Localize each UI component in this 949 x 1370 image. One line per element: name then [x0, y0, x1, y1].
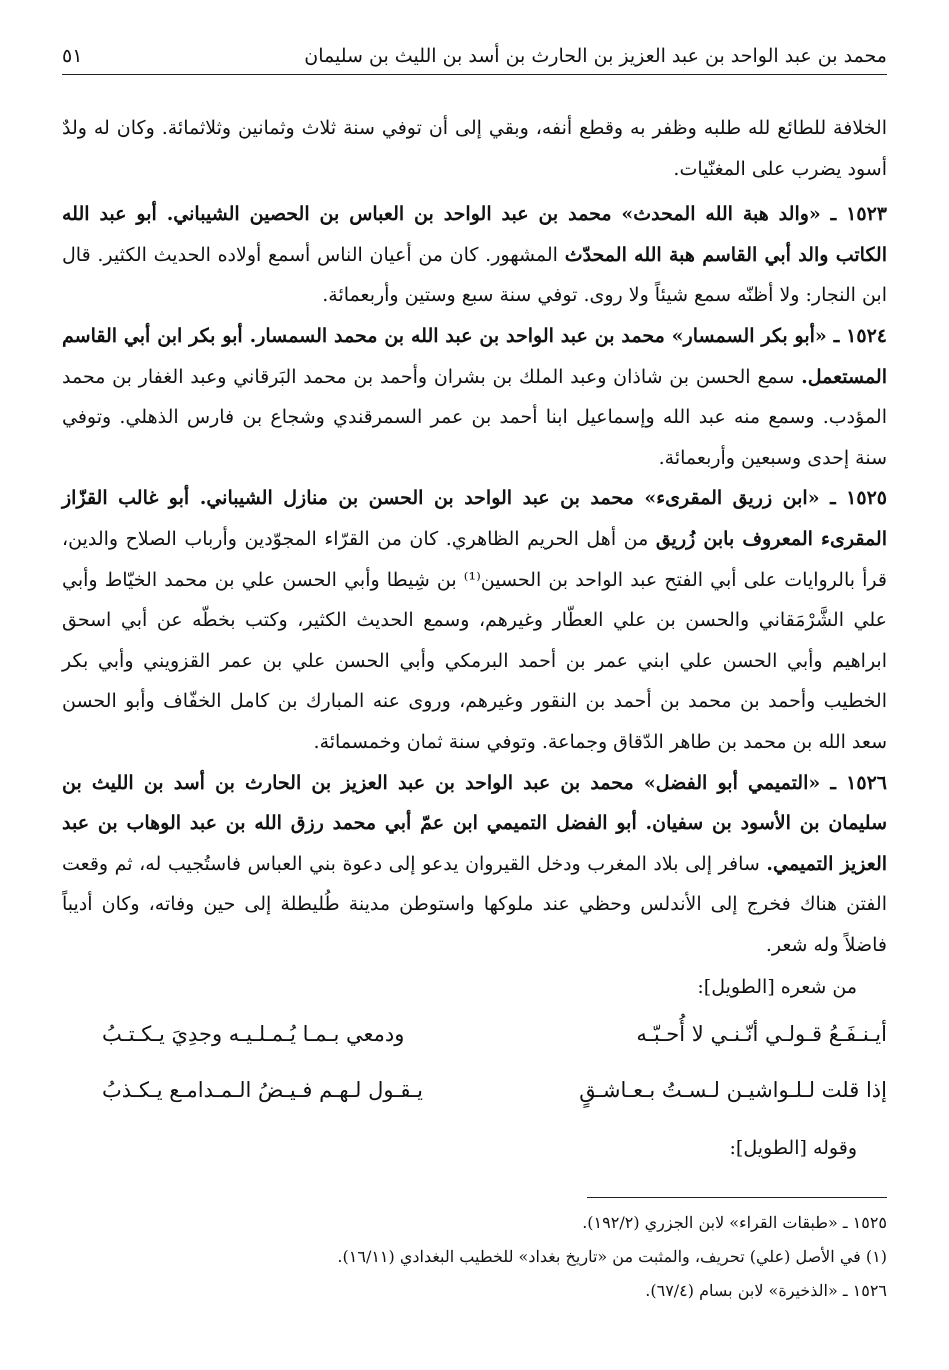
running-header	[62, 38, 887, 75]
poem-intro-next: وقوله [الطويل]:	[729, 1137, 857, 1160]
biography-entry	[62, 763, 887, 966]
biography-entry	[62, 316, 887, 478]
footnote: ١٥٢٥ ـ «طبقات القراء» لابن الجزري (١٩٢/٢).	[582, 1213, 887, 1232]
verse-first-hemistich: إذا قلت لـلـواشيـن لـسـتُ بـعـاشـقٍ	[579, 1078, 887, 1103]
page-number: ٥١	[62, 45, 83, 67]
poem-intro: من شعره [الطويل]:	[697, 976, 857, 999]
poem-verse	[62, 1064, 887, 1120]
footnote-divider	[587, 1197, 887, 1198]
entry-heading: ١٥٢٣ ـ «والد هبة الله المحدث» محمد بن عبد الواحد بن العباس بن الحصين الشيباني. أبو عبد الله الكاتب والد أبي القاسم هبة الله المحدّث	[62, 203, 888, 266]
biography-entry	[62, 194, 887, 316]
biography-entry	[62, 478, 887, 762]
footnotes	[62, 1206, 887, 1308]
entry-text: سافر إلى بلاد المغرب ودخل القيروان يدعو إلى دعوة بني العباس فاستُجيب له، ثم وقعت الفتن هناك فخرج إلى الأندلس وحظي عند ملوكها واستوطن مدينة طُليطلة إلى حين وفاته، وكان أديباً فاضلاً وله شعر.	[62, 852, 887, 956]
entry-heading: ١٥٢٦ ـ «التميمي أبو الفضل» محمد بن عبد الواحد بن عبد العزيز بن الحارث بن أسد بن الليث بن سليمان بن الأسود بن سفيان. أبو الفضل التميمي ابن عمّ أبي محمد رزق الله بن عبد الوهاب بن عبد العزيز التميمي.	[62, 771, 888, 875]
entry-heading: ١٥٢٥ ـ «ابن زريق المقرىء» محمد بن عبد الواحد بن الحسن بن منازل الشيباني. أبو غالب القزّاز المقرىء المعروف بابن زُريق	[62, 487, 887, 550]
verse-first-hemistich: أيـنـفَـعُ قـولـي أنّـنـي لا أُحـبّـه	[636, 1022, 887, 1047]
running-title: محمد بن عبد الواحد بن عبد العزيز بن الحارث بن أسد بن الليث بن سليمان	[304, 45, 887, 67]
main-text	[62, 108, 887, 1169]
entry-text: من أهل الحريم الظاهري. كان من القرّاء المجوّدين وأرباب الصلاح والدين، قرأ بالروايات على أبي الفتح عبد الواحد بن الحسين⁽¹⁾ بن شِيطا وأبي الحسن علي بن محمد الخيّاط وأبي علي الشَّرْمَقاني والحسن بن علي العطّار وغيرهم، وسمع الحديث الكثير، وكتب بخطّه عن أبي اسحق ابراهيم وأبي الحسن علي ابني عمر بن أحمد البرمكي وأبي الحسن علي بن عمر القزويني وأبي بكر الخطيب وأحمد بن محمد بن أحمد بن النقور وغيرهم، وروى عنه المبارك بن كامل الخفّاف وأبو الحسن سعد الله بن محمد بن طاهر الدّقاق وجماعة. وتوفي سنة ثمان وخمسمائة.	[62, 527, 887, 753]
entry-heading: ١٥٢٤ ـ «أبو بكر السمسار» محمد بن عبد الواحد بن عبد الله بن محمد السمسار. أبو بكر ابن أبي القاسم المستعمل.	[62, 324, 887, 388]
poem-verse	[62, 1008, 887, 1064]
footnote: (١) في الأصل (علي) تحريف، والمثبت من «تاريخ بغداد» للخطيب البغدادي (١٦/١١).	[337, 1247, 887, 1266]
entry-text: سمع الحسن بن شاذان وعبد الملك بن بشران وأحمد بن محمد البَرقاني وعبد الغفار بن محمد المؤدب. وسمع منه عبد الله وإسماعيل ابنا أحمد بن عمر السمرقندي وشجاع بن فارس الذهلي. وتوفي سنة إحدى وسبعين وأربعمائة.	[62, 365, 887, 469]
entry-text: المشهور. كان من أعيان الناس أسمع أولاده الحديث الكثير. قال ابن النجار: ولا أظنّه سمع شيئاً ولا روى. توفي سنة سبع وستين وأربعمائة.	[62, 243, 887, 307]
continuation-paragraph: الخلافة للطائع لله طلبه وظفر به وقطع أنفه، وبقي إلى أن توفي سنة ثلاث وثمانين وثلاثمائة. وكان له ولدٌ أسود يضرب على المغنّيات.	[62, 117, 887, 180]
verse-second-hemistich: ودمعي بـمـا يُـمـلـيـه وجدِيَ يـكـتـبُ	[102, 1022, 405, 1047]
footnote: ١٥٢٦ ـ «الذخيرة» لابن بسام (٦٧/٤).	[645, 1281, 887, 1300]
verse-second-hemistich: يـقـول لـهـم فـيـضُ الـمـدامـع يـكـذبُ	[102, 1078, 423, 1103]
